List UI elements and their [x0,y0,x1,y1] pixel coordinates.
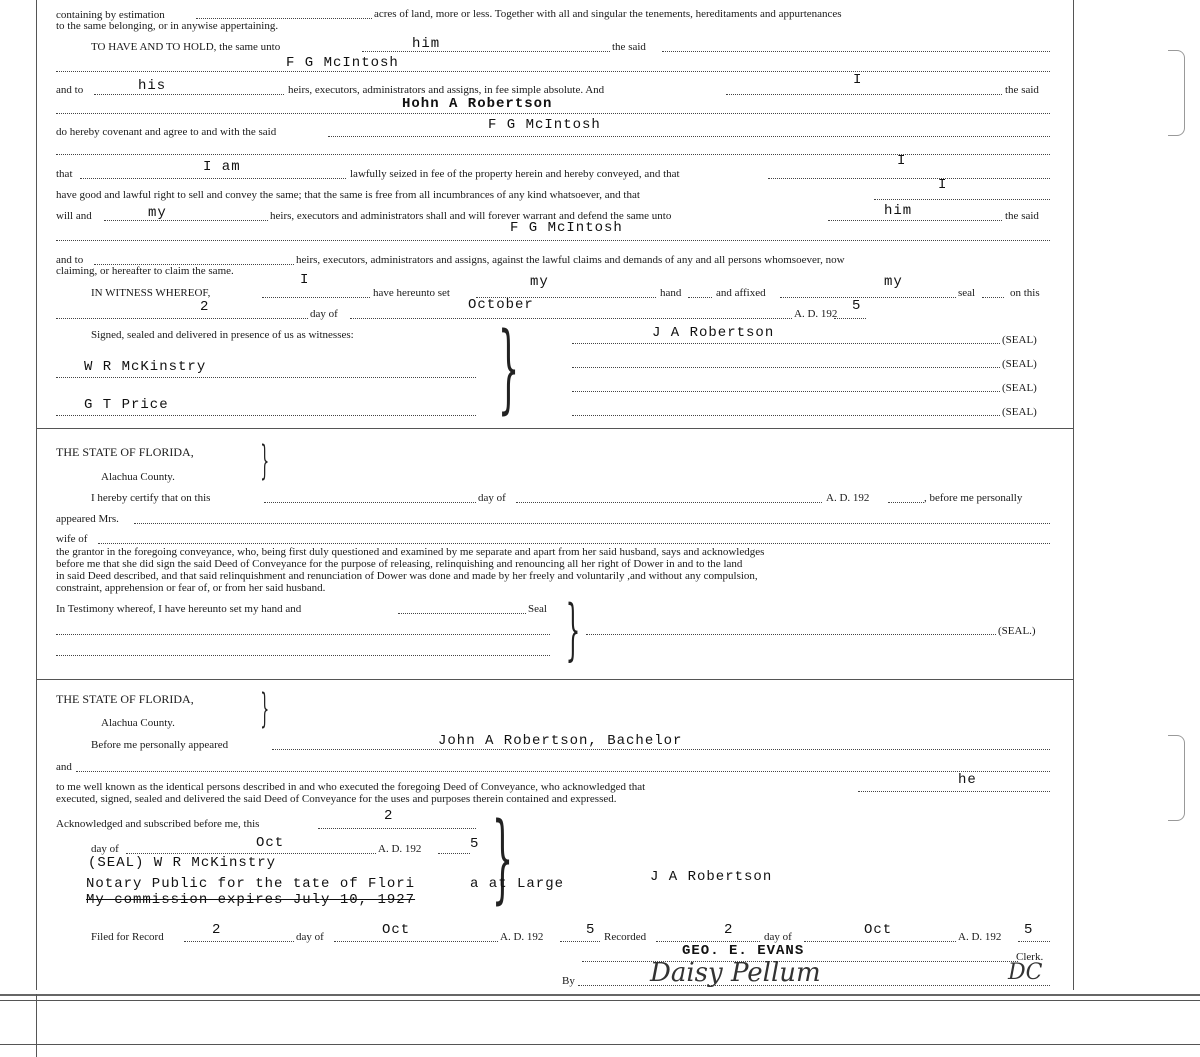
have-hold-line [362,51,610,52]
notary-line-1: (SEAL) W R McKinstry [88,855,277,871]
clerk-label: Clerk. [1016,951,1044,963]
filed-label: Filed for Record [91,931,164,943]
lawfully-fill: I [897,153,907,169]
ww-line-1 [262,297,370,298]
wife-of-label: wife of [56,533,88,545]
and-affixed-label: and affixed [716,287,766,299]
dower-para-line-1: the grantor in the foregoing conveyance, who, being first duly questioned and examined by me separate and apart from her said husband, says and acknowledges [56,546,765,558]
witness-line-2 [56,415,476,416]
seal-label: seal [958,287,976,299]
dower-para-line-3: in said Deed described, and that said relinquishment and renunciation of Dower was done and made by her freely and voluntarily ,and without any compulsion, [56,570,758,582]
filed-month-fill: Oct [382,922,411,938]
heirs-claims-text: heirs, executors, administrators and assigns, against the lawful claims and demands of any and all persons whomsoever, now [296,254,845,266]
hand-line [688,297,712,298]
testimony-label: In Testimony whereof, I have hereunto set my hand and [56,603,302,615]
day-fill: 2 [200,299,210,315]
notary-line-2b: a at Large [470,876,565,892]
and-to-line [94,94,284,95]
grantor-name: Hohn A Robertson [402,96,553,112]
appeared-mrs-line [134,523,1050,524]
that-label: that [56,168,73,180]
sig-line-3 [572,391,1000,392]
year-line [834,318,866,319]
hand-label: hand [660,287,682,299]
witness-1: W R McKinstry [84,359,207,375]
wife-of-line [98,543,1050,544]
certify-line [264,502,476,503]
ack-year-line [438,853,470,854]
ack-state: THE STATE OF FLORIDA, [56,692,194,706]
rec-day-of: day of [764,931,792,943]
have-and-hold-label: TO HAVE AND TO HOLD, the same unto [91,41,281,53]
covenant-line [328,136,1050,137]
left-border [36,0,37,990]
and-to-label: and to [56,84,84,96]
have-hold-fill: him [412,36,441,52]
rec-year-line [1018,941,1050,942]
rec-month-line [804,941,956,942]
ack-ad: A. D. 192 [378,843,422,855]
ack-month-fill: Oct [256,835,285,851]
covenant-fill: F G McIntosh [488,117,601,133]
dower-para-line-4: constraint, apprehension or fear of, or from her said husband. [56,582,326,594]
ww-fill-2: my [530,274,549,290]
ack-year-fill: 5 [470,836,480,852]
appertaining-text: to the same belonging, or in anywise appertaining. [56,20,279,32]
estimation-label: containing by estimation [56,9,165,21]
well-known-fill: he [958,772,977,788]
the-said-label-3: the said [1005,210,1039,222]
binder-tab-top [1168,50,1185,136]
ack-signature: J A Robertson [650,869,773,885]
filed-day-line [184,941,294,942]
certify-label: I hereby certify that on this [91,492,211,504]
witness-brace: } [497,312,520,424]
covenant-label: do hereby covenant and agree to and with the said [56,126,277,138]
grantor-signature-typed: J A Robertson [652,325,775,341]
filed-ad: A. D. 192 [500,931,544,943]
well-known-line [858,791,1050,792]
dower-county: Alachua County. [101,471,175,483]
ack-day-line [318,828,476,829]
filed-year-line [560,941,600,942]
rec-year-fill: 5 [1024,922,1034,938]
dower-witness-line-2 [56,655,550,656]
and-fill: I [853,72,863,88]
ack-appeared-fill: John A Robertson, Bachelor [438,733,683,749]
witness-whereof-label: IN WITNESS WHEREOF, [91,287,211,299]
filed-day-of: day of [296,931,324,943]
year-fill: 5 [852,298,862,314]
acres-text: acres of land, more or less. Together with all and singular the tenements, hereditaments and appurtenances [374,8,842,20]
dower-month-line [516,502,822,503]
will-fill: my [148,205,167,221]
month-fill: October [468,297,534,313]
dower-para-line-2: before me that she did sign the said Deed of Conveyance for the purpose of releasing, relinquishing and renouncing all her right of Dower in and to the land [56,558,743,570]
testimony-line [398,613,526,614]
ww-fill-3: my [884,274,903,290]
seal-4: (SEAL) [1002,406,1037,418]
day-line [56,318,308,319]
seal-2: (SEAL) [1002,358,1037,370]
and-to-fill: his [138,78,167,94]
rec-day-line [656,941,760,942]
and-fill-line [726,94,1002,95]
notary-line-3: My commission expires July 10, 1927 [86,892,416,908]
recorded-label: Recorded [604,931,647,943]
bottom-left-line [36,994,37,1057]
witness-2: G T Price [84,397,169,413]
lawfully-text: lawfully seized in fee of the property herein and hereby conveyed, and that [350,168,680,180]
will-and-label: will and [56,210,92,222]
grantee-line-2 [56,240,1050,241]
dower-brace: } [565,591,581,668]
clerk-name: GEO. E. EVANS [682,943,805,959]
will-line [104,220,268,221]
on-this-label: on this [1010,287,1040,299]
bottom-rule-3 [0,1044,1200,1045]
divider-2 [36,679,1073,680]
executed-text: executed, signed, sealed and delivered the said Deed of Conveyance for the uses and purposes therein contained and expressed. [56,793,617,805]
ack-and-line [76,771,1050,772]
acres-line [196,18,372,19]
grantee-line [56,71,1050,72]
sig-line-2 [572,367,1000,368]
lawfully-line [768,178,1050,179]
warrant-fill: him [884,203,913,219]
appeared-mrs-label: appeared Mrs. [56,513,119,525]
grantee-name-2: F G McIntosh [510,220,623,236]
that-line [80,178,346,179]
bottom-rule-2 [0,1000,1200,1001]
rec-ad: A. D. 192 [958,931,1002,943]
filed-month-line [334,941,498,942]
have-good-fill: I [938,177,948,193]
the-said-label: the said [612,41,646,53]
right-border [1073,0,1074,990]
have-hereunto-text: have hereunto set [373,287,450,299]
by-label: By [562,975,575,987]
warrant-text: heirs, executors and administrators shall and will forever warrant and defend the same unto [270,210,672,222]
dower-state: THE STATE OF FLORIDA, [56,445,194,459]
bottom-rule-1 [0,994,1200,996]
well-known-text: to me well known as the identical persons described in and who executed the foregoing Deed of Conveyance, who acknowledged that [56,781,646,793]
dower-state-brace: } [260,438,270,484]
filed-year-fill: 5 [586,922,596,938]
seal-line [982,297,1004,298]
ww-line-3 [780,297,956,298]
grantor-line [56,113,1050,114]
sig-line-1 [572,343,1000,344]
ack-month-line [126,853,376,854]
rec-day-fill: 2 [724,922,734,938]
ack-state-brace: } [260,686,270,732]
notary-line-2: Notary Public for the tate of Flori [86,876,416,892]
warrant-line [828,220,1002,221]
that-fill: I am [203,159,241,175]
have-good-line [874,199,1050,200]
dower-witness-line-1 [56,634,550,635]
sig-line-4 [572,415,1000,416]
ack-brace: } [491,802,514,914]
deputy-signature: Daisy Pellum [650,958,821,988]
the-said-line [662,51,1050,52]
dower-paragraph [56,546,1050,594]
claiming-text: claiming, or hereafter to claim the same. [56,265,234,277]
heirs-exec-text: heirs, executors, administrators and assigns, in fee simple absolute. And [288,84,605,96]
seal-3: (SEAL) [1002,382,1037,394]
ack-and-label: and [56,761,72,773]
deputy-clerk-initials: DC [1008,960,1043,985]
seal-1: (SEAL) [1002,334,1037,346]
acknowledged-label: Acknowledged and subscribed before me, this [56,818,260,830]
filed-day-fill: 2 [212,922,222,938]
dower-ad: A. D. 192 [826,492,870,504]
dower-day-of: day of [478,492,506,504]
ack-appeared-line [272,749,1050,750]
ack-before-me: Before me personally appeared [91,739,229,751]
dower-seal-label: (SEAL.) [998,625,1036,637]
witness-line-1 [56,377,476,378]
ack-day-of: day of [91,843,119,855]
dower-before-me: , before me personally [924,492,1023,504]
ww-fill-1: I [300,272,310,288]
ad-label: A. D. 192 [794,308,838,320]
binder-tab-bottom [1168,735,1185,821]
rec-month-fill: Oct [864,922,893,938]
grantee-name: F G McIntosh [286,55,399,71]
dower-sig-line [586,634,996,635]
and-to-label-2: and to [56,254,84,266]
have-good-text: have good and lawful right to sell and convey the same; that the same is free from all incumbrances of any kind whatsoever, and that [56,189,640,201]
ack-day-fill: 2 [384,808,394,824]
divider-1 [36,428,1073,429]
testimony-seal: Seal [528,603,547,615]
month-line [350,318,792,319]
the-said-label-2: the said [1005,84,1039,96]
dower-year-line [888,502,924,503]
ack-county: Alachua County. [101,717,175,729]
day-of-label: day of [310,308,338,320]
signed-sealed-label: Signed, sealed and delivered in presence of us as witnesses: [91,329,354,341]
